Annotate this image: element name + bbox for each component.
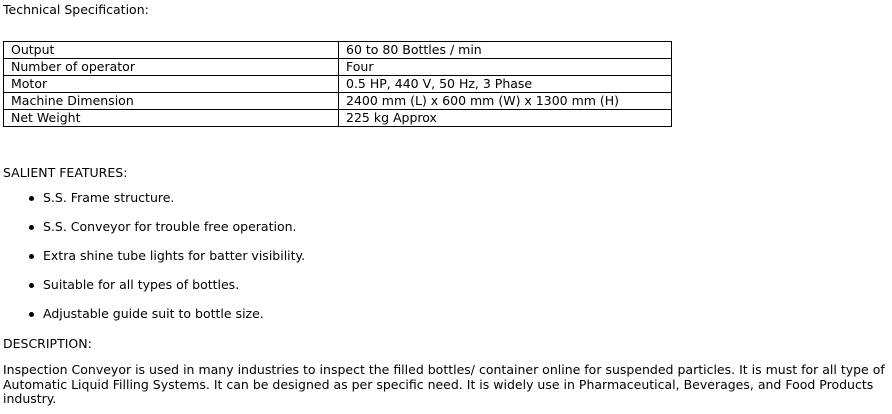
spec-label: Motor (4, 76, 339, 93)
list-item (3, 307, 305, 336)
list-item (3, 249, 305, 278)
bullet-icon (29, 254, 34, 259)
table-row (4, 59, 672, 76)
technical-specification-title: Technical Specification: (3, 2, 149, 17)
table-row (4, 93, 672, 110)
list-item (3, 220, 305, 249)
table-row (4, 110, 672, 127)
specification-table (3, 41, 672, 127)
feature-text: Extra shine tube lights for batter visibility. (43, 248, 306, 263)
bullet-icon (29, 312, 34, 317)
spec-value: 2400 mm (L) x 600 mm (W) x 1300 mm (H) (339, 93, 672, 110)
bullet-icon (29, 283, 34, 288)
feature-text: S.S. Frame structure. (43, 190, 175, 205)
description-heading: DESCRIPTION: (3, 336, 92, 351)
feature-text: Suitable for all types of bottles. (43, 277, 240, 292)
table-row (4, 76, 672, 93)
spec-value: 0.5 HP, 440 V, 50 Hz, 3 Phase (339, 76, 672, 93)
feature-text: S.S. Conveyor for trouble free operation. (43, 219, 297, 234)
spec-label: Machine Dimension (4, 93, 339, 110)
description-text: Inspection Conveyor is used in many industries to inspect the filled bottles/ container online for suspended particles. It is must for all type of Automatic Liquid Filling Systems. It can be designed as per specific need. It is widely use in Pharmaceutical, Beverages, and Food Products industry. (3, 362, 885, 406)
spec-value: 225 kg Approx (339, 110, 672, 127)
list-item (3, 278, 305, 307)
salient-features-heading: SALIENT FEATURES: (3, 165, 128, 180)
bullet-icon (29, 196, 34, 201)
spec-label: Net Weight (4, 110, 339, 127)
bullet-icon (29, 225, 34, 230)
spec-label: Output (4, 42, 339, 59)
feature-text: Adjustable guide suit to bottle size. (43, 306, 264, 321)
list-item (3, 191, 305, 220)
spec-label: Number of operator (4, 59, 339, 76)
spec-value: 60 to 80 Bottles / min (339, 42, 672, 59)
salient-features-list (3, 191, 305, 336)
spec-value: Four (339, 59, 672, 76)
table-row (4, 42, 672, 59)
